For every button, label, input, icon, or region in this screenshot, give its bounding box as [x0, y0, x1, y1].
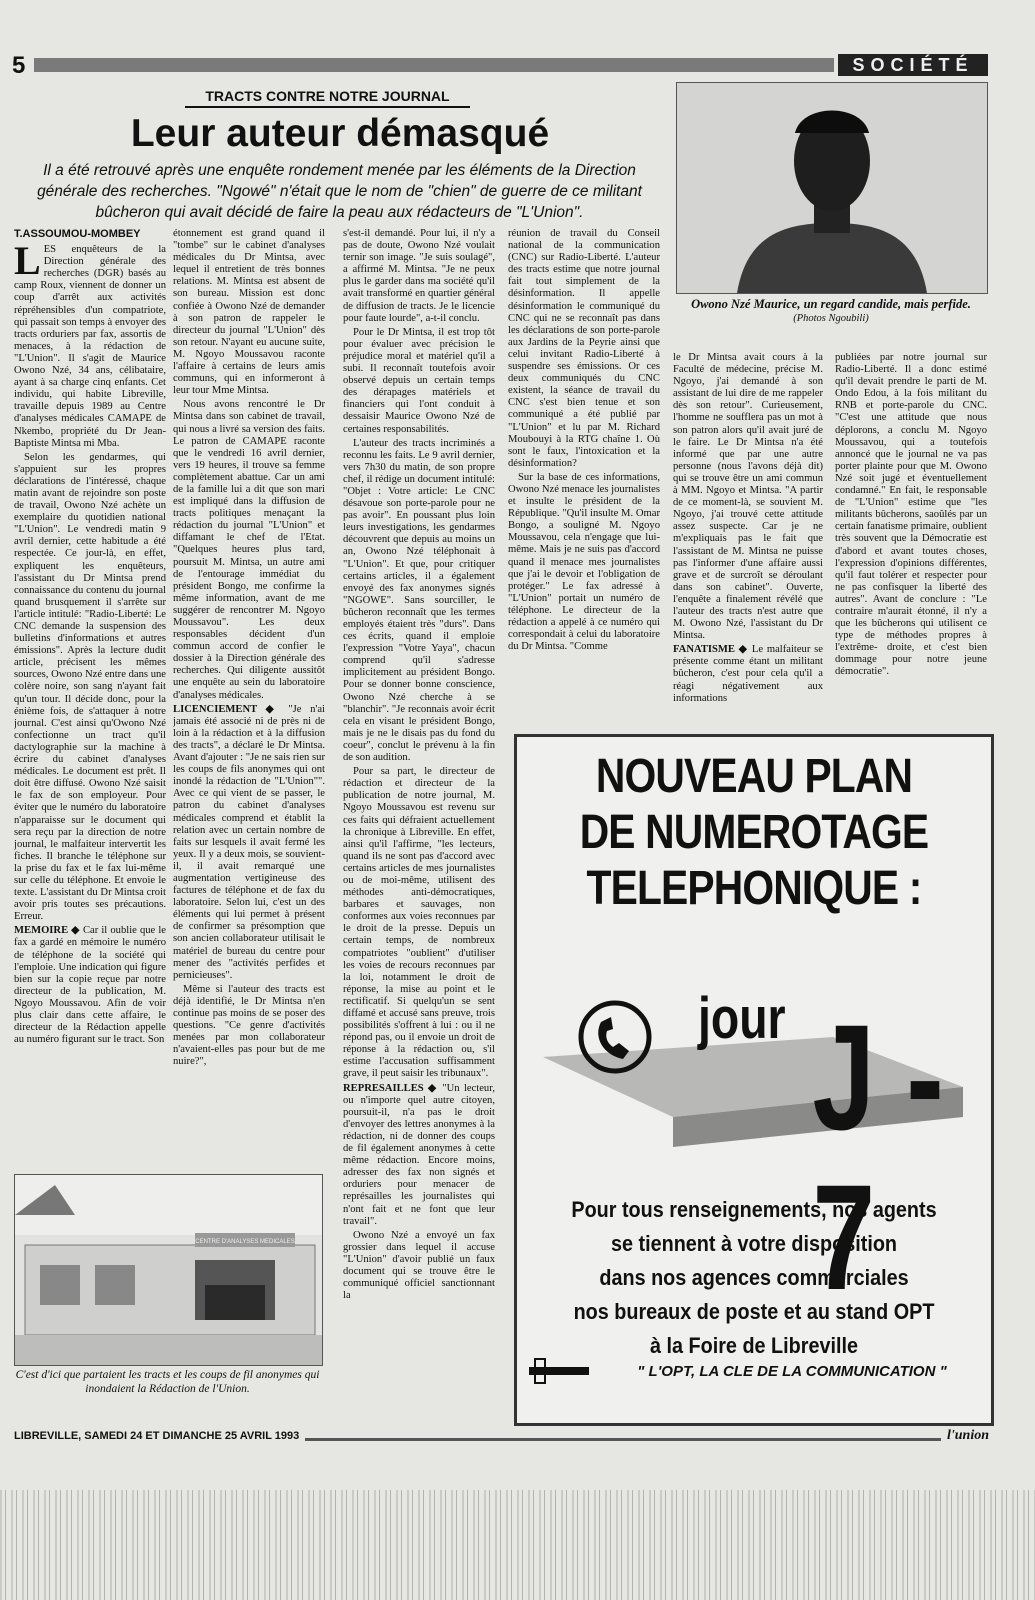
ad-title-line: NOUVEAU PLAN — [595, 750, 913, 803]
article-headline: Leur auteur démasqué — [130, 112, 550, 155]
photo-credit: (Photos Ngoubili) — [793, 313, 869, 324]
page-header — [12, 52, 987, 79]
article-column-4 — [508, 228, 660, 728]
building-image — [15, 1175, 322, 1365]
building-sign: CENTRE D'ANALYSES MEDICALES — [195, 1239, 295, 1245]
paragraph: Owono Nzé a envoyé un fax grossier dans lequel il accuse "L'Union" d'avoir publié un faux document qui se trouve être le communiqué officiel sanctionnant la — [343, 1229, 495, 1302]
paragraph: LES enquêteurs de la Direction générale des recherches (DGR) basés au camp Roux, viennent de donner un coup d'arrêt aux activités répréhensibles d'un compatriote, qui passait son temps à envoyer des tracts orduriers par fax, assortis de menaces, à la rédaction de "L'Union". Il s'agit de Maurice Owono Nzé, 34 ans, célibataire, ayant à sa charge cinq enfants. Cet individu, qui habite Libreville, travaille depuis 1989 au Centre d'analyses médicales CAMAPE de Nkembo, propriété du Dr Jean-Baptiste Mintsa mi Mba. — [14, 238, 166, 449]
byline: T.ASSOUMOU-MOMBEY — [14, 228, 141, 240]
paragraph: Nous avons rencontré le Dr Mintsa dans son cabinet de travail, qui nous a livré sa version des faits. Le patron de CAMAPE raconte que le vendredi 16 avril dernier, vers 19 heures, il trouve sa femme complètement abattue. Car un ami de la famille lui a dit que son mari est impliqué dans la diffusion de tracts politiques menaçant la rédaction du journal "L'Union" et diffamant le chef de l'Etat. "Quelques heures plus tard, poursuit M. Mintsa, un autre ami de l'entourage immédiat du président Bongo, me confirme la même information, avant de me suggérer de rencontrer M. Ngoyo Moussavou". Les deux responsables décident d'un commun accord de confier le dossier à la Direction générale des recherches. Qui diligente aussitôt une enquête au sein du laboratoire d'analyses médicales. — [173, 399, 325, 701]
ad-title-line: DE NUMEROTAGE — [579, 806, 929, 859]
paragraph: Selon les gendarmes, qui s'appuient sur les propres déclarations de l'intéressé, chaque matin avant de rejoindre son poste de travail, Owono Nzé achète un exemplaire du quotidien national "L'Union". Le vendredi matin 9 avril dernier, cette habitude a été respectée. Ce jour-là, en effet, expliquent les enquêteurs, l'assistant du Dr Mintsa prend connaissance du contenu du journal quand brusquement il s'arrête sur l'article intitulé: "Radio-Liberté: Le CNC demande la suspension des bulletins d'informations et autres émissions". Après la lecture dudit article, précisent les mêmes sources, Owono Nzé entre dans une colère noire, son sang n'ayant fait qu'un tour. Il décide donc, pour la énième fois, de s'attaquer à notre journal. C'est ainsi qu'Owono Nzé confectionne un tract qu'il dactylographie sur la machine à écrire du cabinet d'analyses médicales. Le document est prêt. Il doit être diffusé. Owono Nzé saisit le fax de son employeur. Pour éviter que le numéro du laboratoire n'apparaisse sur le document qui sera reçu par la direction de notre journal, le malfaiteur intervertit les fiches. Il branche le téléphone sur la prise du fax et le fax lui-même sur celle du téléphone. Et envoie le texte. L'assistant du Dr Mintsa croit avoir pris toutes ses précautions. Erreur. — [14, 451, 166, 923]
article-column-3 — [343, 228, 495, 1398]
article-column-6 — [835, 352, 987, 728]
ad-info-line: Pour tous renseignements, nos agents — [571, 1197, 937, 1222]
building-caption: C'est d'ici que partaient les tracts et les coups de fil anonymes qui inondaient la Rédaction de l'Union. — [15, 1369, 320, 1395]
paragraph: REPRESAILLES ◆ "Un lecteur, ou n'importe quel autre citoyen, poursuit-il, n'a pas le droit d'envoyer des lettres anonymes à la rédaction, ni de donner des coups de fil également anonymes à cette même rédaction. Encore moins, adresser des fax non signés et orduriers pour menacer de représailles les journalistes qui n'ont fait et ne font que leur travail". — [343, 1082, 495, 1227]
ad-info-line: nos bureaux de poste et au stand OPT — [573, 1299, 935, 1324]
header-band — [34, 58, 834, 72]
key-icon — [525, 1349, 595, 1389]
ad-countdown: J - 7 — [812, 993, 944, 1321]
section-tag: SOCIÉTÉ — [838, 54, 988, 76]
ad-info-line: dans nos agences commerciales — [599, 1265, 909, 1290]
article-column-1 — [14, 228, 166, 1166]
subhead-fanatisme: FANATISME ◆ — [673, 644, 749, 656]
subhead-represailles: REPRESAILLES ◆ — [343, 1082, 438, 1094]
scan-artifact — [0, 1490, 1035, 1600]
article-kicker: TRACTS CONTRE NOTRE JOURNAL — [185, 88, 470, 108]
paragraph: le Dr Mintsa avait cours à la Faculté de médecine, précise M. Ngoyo, j'ai demandé à son assistant de lui dire de me rappeler dès son retour". Curieusement, l'homme ne soufflera pas un mot à son patron alors qu'il avait juré de le faire. Le Dr Mintsa n'a été informé que par une autre personne (nous l'avons déjà dit) qui se trouve être un ami commun à MM. Ngoyo et Mintsa. "A partir de ce moment-là, se souvient M. Ngoyo, j'ai trouvé cette attitude assez suspecte. Car je ne m'expliquais pas le fait que l'assistant de M. Mintsa ne puisse pas l'informer d'une affaire aussi grave et de surcroît se déroulant dans son cabinet". Ouverte, l'enquête a finalement révélé que l'auteur des tracts n'est autre que M. Owono Nzé, l'assistant du Dr Mintsa. — [673, 352, 823, 642]
ad-jour: jour — [697, 986, 786, 1051]
opt-advertisement — [514, 734, 994, 1426]
paragraph: LICENCIEMENT ◆ "Je n'ai jamais été associé ni de près ni de loin à la rédaction et à la diffusion des tracts", a déclaré le Dr Mintsa. Avant d'ajouter : "Je ne sais rien sur les coups de fils anonymes qui ont inondé la rédaction de "L'Union"". Avec ce qui vient de se passer, le patron du cabinet d'analyses médicales comprend et établit la relation avec un certain nombre de faits sur lesquels il avait fermé les yeux. Il y a deux mois, se souvient-il, il avait remarqué une augmentation vertigineuse des factures de téléphone et de fax du laboratoire. Selon lui, c'est un des éléments qui lui permet à présent de confirmer sa présomption que son ancien collaborateur utilisait le matériel de bureau du centre pour mener des "activités perfides et pernicieuses". — [173, 703, 325, 981]
subhead-licenciement: LICENCIEMENT ◆ — [173, 703, 280, 715]
ad-slogan: " L'OPT, LA CLE DE LA COMMUNICATION " — [637, 1363, 947, 1380]
ad-info-line: se tiennent à votre disposition — [610, 1231, 898, 1256]
article-column-5 — [673, 352, 823, 728]
paragraph: L'auteur des tracts incriminés a reconnu les faits. Le 9 avril dernier, vers 7h30 du matin, de son propre chef, il rédige un document intitulé: "Objet : Votre article: Le CNC désavoue son porte-parole pour ne pas avoir". En poussant plus loin leurs investigations, les gendarmes découvrent que depuis au moins un an, Owono Nzé téléphonait à "L'Union". Et que, pour critiquer certains articles, il a également envoyé des fax anonymes signés "NGOWE". Sans sourciller, le bûcheron reconnaît que les termes employés étaient très "durs". Dans ces écrits, quand il emploie l'expression "Votre Yaya", chacun comprend qu'il s'adresse implicitement au président Bongo. Pour se donner bonne conscience, Owono Nzé cherche à se "blanchir". "Je reconnais avoir écrit cela en visant le président Bongo, mais je ne le disais pas du fond du coeur", conclut le prévenu à la fin de son audition. — [343, 437, 495, 764]
article-column-2 — [173, 228, 325, 1166]
paragraph: publiées par notre journal sur Radio-Liberté. Il a donc estimé qu'il devait prendre le parti de M. Ondo Edou, à la fois militant du RNB et porte-parole du CNC. "C'est une attitude que nous déplorons, a conclu M. Ngoyo Moussavou, qui a toutefois annoncé que le journal ne va pas porter plainte pour que M. Owono Nzé soit jugé et éventuellement condamné." En fait, le responsable de "L'Union" estime que "les militants bûcherons, saoûlés par un certain fanatisme primaire, oublient très souvent que la Démocratie est d'abord et avant toutes choses, l'expression d'opinions différentes, qu'il faut tolérer et respecter pour ne pas confisquer la liberté des autres". Avant de conclure : "Le contraire m'aurait étonné, il n'y a que les bûcherons qui utilisent ce type de méthodes propres à l'extrême- droite, et c'est bien dommage pour notre jeune démocratie". — [835, 352, 987, 678]
footer-dateline: LIBREVILLE, SAMEDI 24 ET DIMANCHE 25 AVRIL 1993 — [14, 1430, 305, 1442]
paragraph: Sur la base de ces informations, Owono Nzé menace les journalistes et insulte le président de la République. "Qu'il insulte M. Omar Bongo, a souligné M. Ngoyo Moussavou, cela n'engage que lui-même. Mais je ne suis pas d'accord quand il menace mes journalistes que j'ai le devoir et l'obligation de protéger." Le fax adressé à "L'Union" portait un numéro de téléphone. Le directeur de la rédaction a appelé à ce numéro qui correspondait à celui du laboratoire du Dr Mintsa. "Comme — [508, 471, 660, 653]
ad-title — [553, 749, 956, 917]
paragraph: étonnement est grand quand il "tombe" sur le cabinet d'analyses médicales du Dr Mintsa, avec lequel il entretient de très bonnes relations. M. Mintsa est absent de son bureau. Mission est donc confiée à Owono Nzé de demander à son patron de rappeler le directeur du journal "L'Union" dès son retour. N'ayant eu aucune suite, M. Ngoyo Moussavou raconte l'affaire à certains de leurs amis communs, qui en informeront à leur tour Mme Mintsa. — [173, 228, 325, 397]
portrait-image — [677, 83, 987, 293]
paragraph: MEMOIRE ◆ Car il oublie que le fax a gardé en mémoire le numéro de téléphone de la société qui l'emploie. Une indication qui figure bien sur la copie reçue par notre directeur de la publication, M. Ngoyo Moussavou. Afin de voir plus clair dans cette affaire, le directeur de la Rédaction appelle au numéro figurant sur le tract. Son — [14, 925, 166, 1046]
subhead-memoire: MEMOIRE ◆ — [14, 925, 80, 937]
drop-cap: L — [14, 238, 41, 284]
paragraph: Même si l'auteur des tracts est déjà identifié, le Dr Mintsa n'en continue pas moins de se poser des questions. "Ce genre d'activités menées par mon collaborateur n'avaient-elles pas pour but de me nuire?", — [173, 983, 325, 1068]
page-footer — [14, 1430, 989, 1448]
paragraph: FANATISME ◆ Le malfaiteur se présente comme étant un militant bûcheron, c'est pour cela qu'il a réagi négativement aux informations — [673, 644, 823, 704]
portrait-caption: Owono Nzé Maurice, un regard candide, mais perfide. — [691, 297, 971, 311]
paragraph: s'est-il demandé. Pour lui, il n'y a pas de doute, Owono Nzé voulait ternir son image. "Je suis soulagé", a affirmé M. Mintsa. "Je ne peux plus le garder dans ma société qu'il avait transformé en quartier général de diffusion de tracts. Je le licencie pour faute lourde", a-t-il conclu. — [343, 228, 495, 324]
portrait-photo — [676, 82, 988, 294]
ad-info — [541, 1193, 968, 1363]
ad-info-line: à la Foire de Libreville — [650, 1333, 858, 1358]
paragraph: Pour sa part, le directeur de rédaction et directeur de la publication de notre journal, M. Ngoyo Moussavou est revenu sur ces faits qui défraient actuellement la chronique à Libreville. En effet, ainsi qu'il l'affirme, "les lecteurs, quand ils ne sont pas d'accord avec certains articles de mes journalistes ou de moi-même, utilisent des méthodes anti-démocratiques, barbares et sauvages, non conformes aux voies reconnues par le droit de la presse. Depuis un certain temps, de nombreux compatriotes "oublient" d'utiliser les voies de recours reconnues par la loi, notamment le droit de réponse, la mise au point et le rectificatif. Si quelqu'un se sent diffamé et accusé sans preuve, trois possibilités s'offrent à lui : ou il ne répond pas, ou il envoie un droit de réponse à la rédaction ou, s'il estime l'accusation suffisamment grave, il peut saisir les tribunaux". — [343, 766, 495, 1080]
article-lead: Il a été retrouvé après une enquête rondement menée par les éléments de la Direction générale des recherches. "Ngowé" n'était que le nom de "chien" de guerre de ce militant bûcheron qui avait décidé de faire la peau aux rédacteurs de "L'Union". — [37, 162, 642, 221]
paragraph: réunion de travail du Conseil national de la communication (CNC) sur Radio-Liberté. L'auteur des tracts estime que notre journal fait tout simplement de la désinformation. Il appelle désinformation le communiqué du CNC qui ne se reconnaît pas dans les déclarations de son porte-parole aux Jardins de la Peyrie ainsi que celui invitant Radio-Liberté à suspendre ses émissions. Or ces deux communiqués du CNC existent, la séance de travail du CNC s'est bien tenue et son communiqué a été publié par "L'Union" et lu par M. Richard Moubouyi à la RTG chaîne 1. Où sont le faux, l'intoxication et la désinformation? — [508, 228, 660, 469]
footer-brand: l'union — [941, 1428, 989, 1444]
building-photo — [14, 1174, 323, 1366]
ad-title-line: TELEPHONIQUE : — [586, 862, 922, 915]
paragraph: Pour le Dr Mintsa, il est trop tôt pour évaluer avec précision le préjudice moral et matériel qu'il a subi. Il reconnaît toutefois avoir observé depuis un certain temps des dérapages matériels et financiers qui l'ont conduit à dessaisir Maurice Owono Nzé de certaines responsabilités. — [343, 326, 495, 435]
page-number: 5 — [12, 52, 26, 79]
